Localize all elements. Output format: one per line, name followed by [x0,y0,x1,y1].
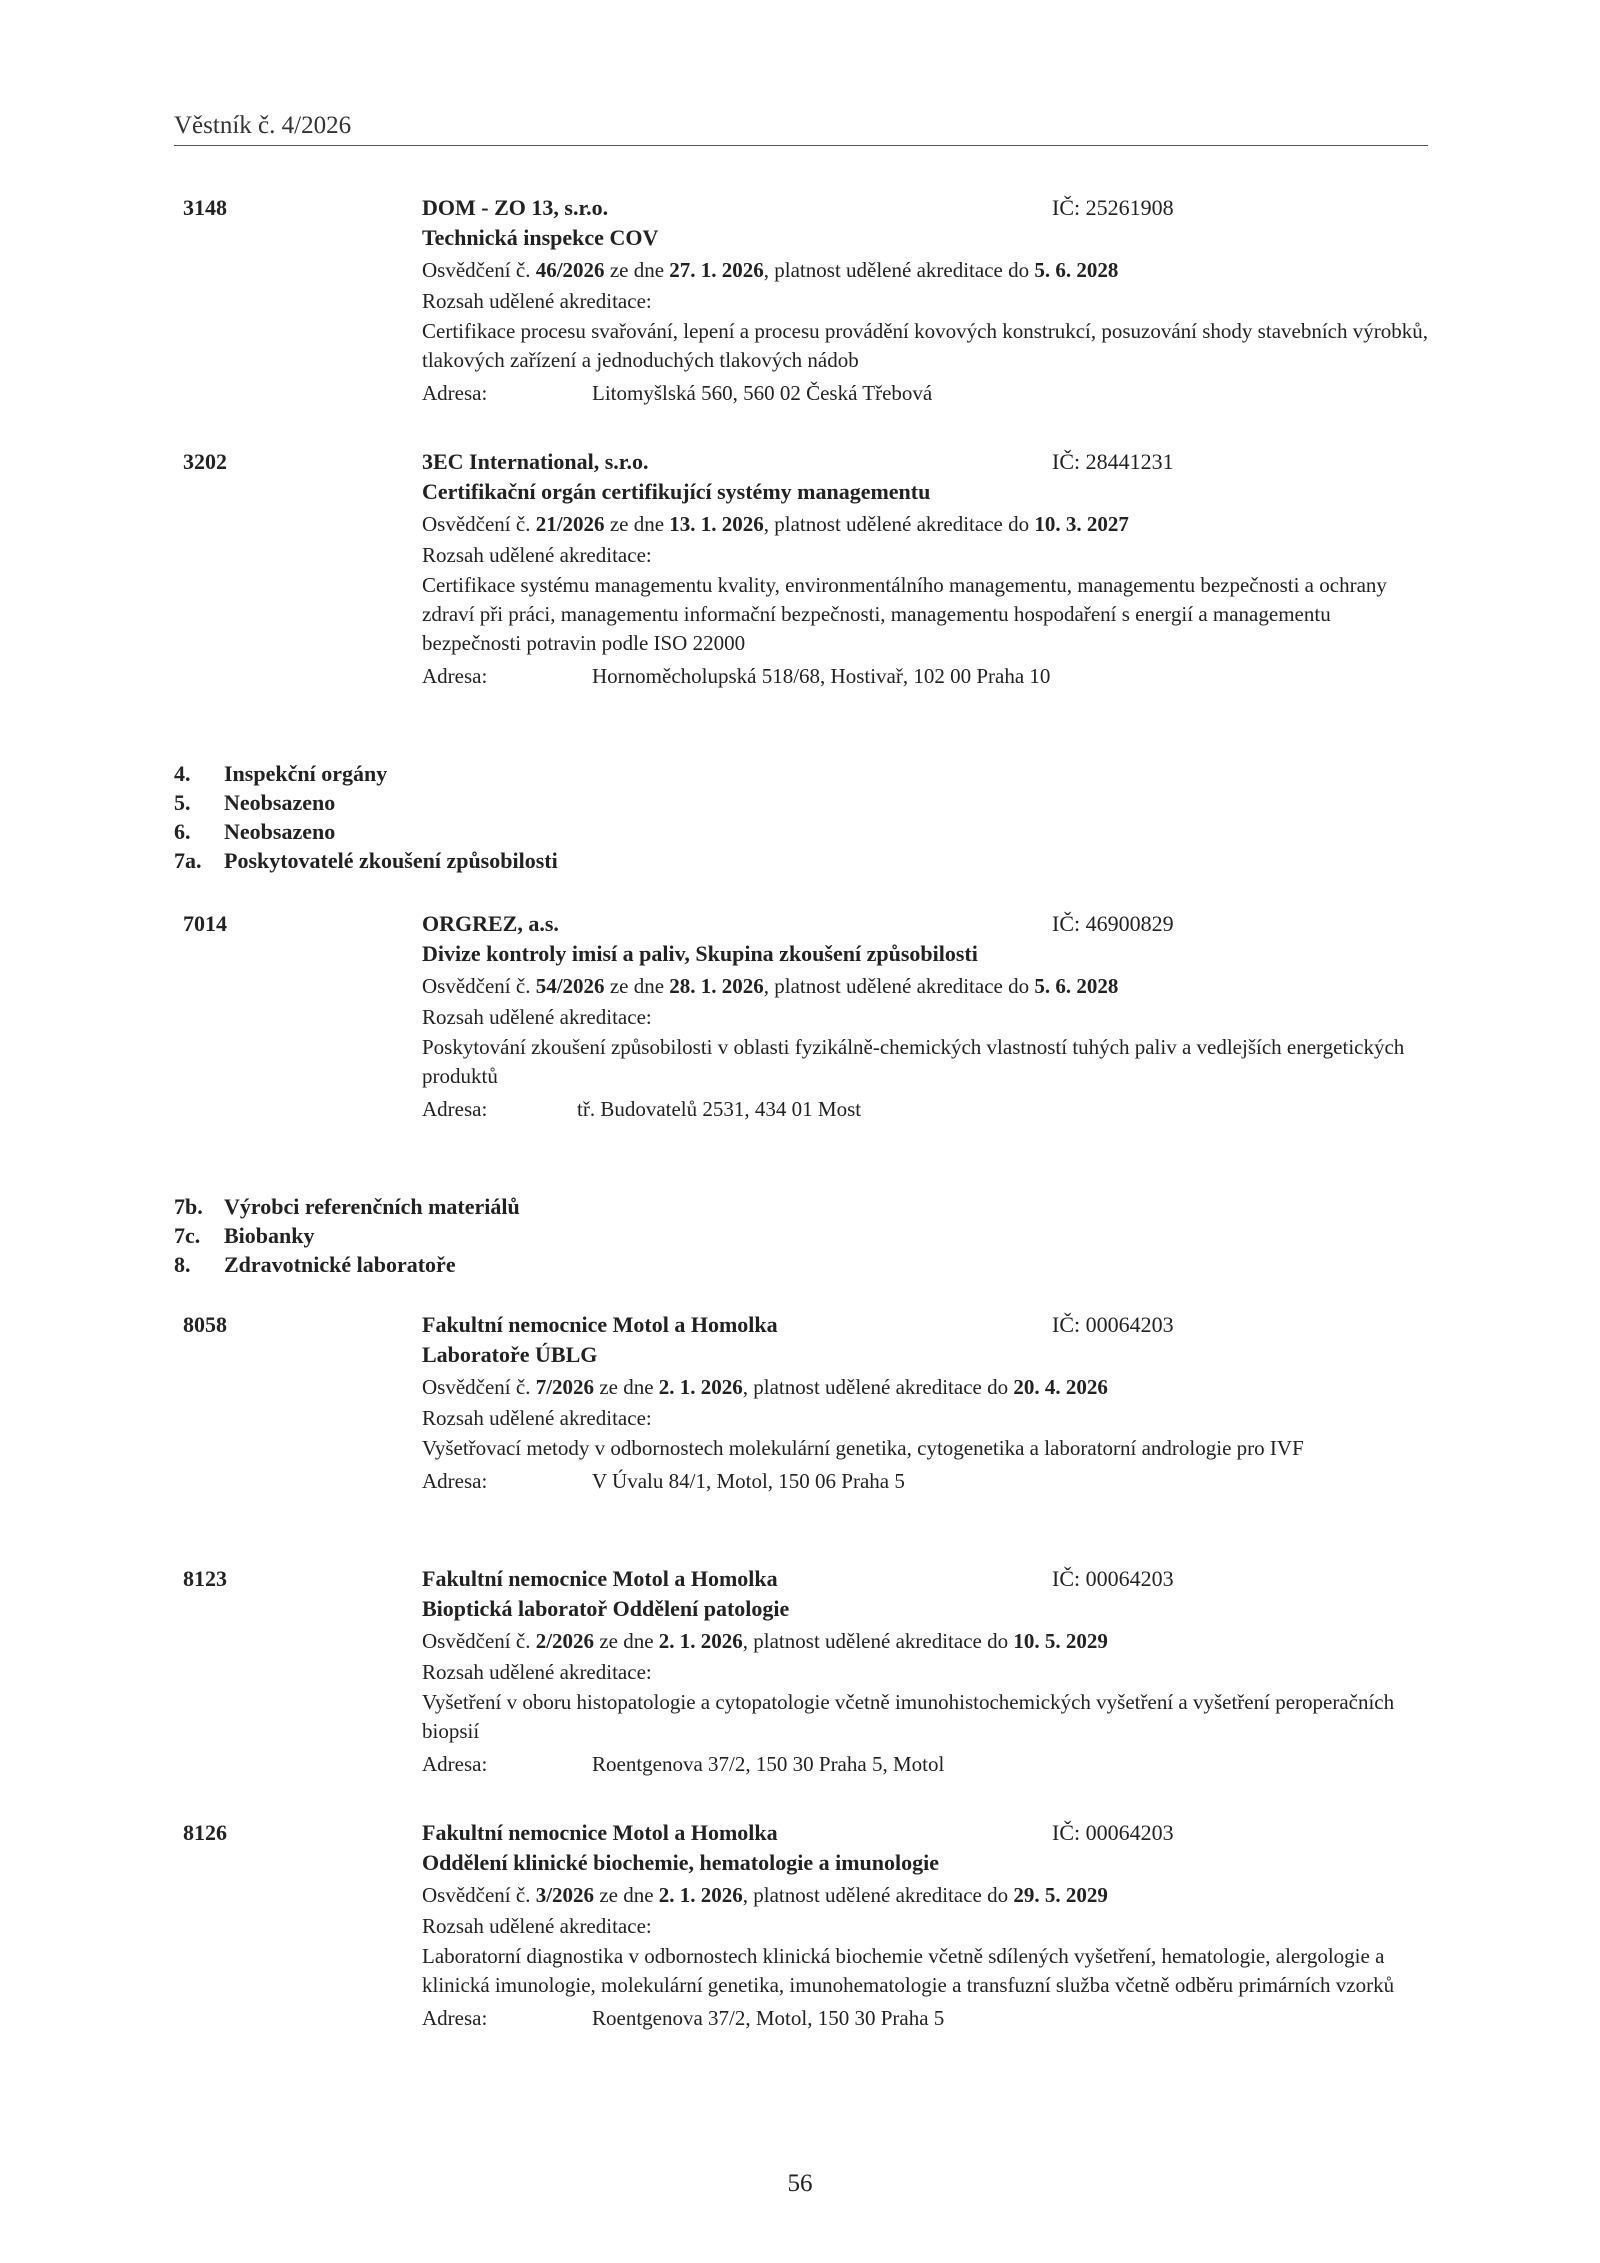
entry-number: 8126 [183,1820,227,1845]
entry-ic: IČ: 00064203 [1052,1312,1174,1337]
entry-number: 3202 [183,449,227,474]
entry-number: 8058 [183,1312,227,1337]
entry-scope-label: Rozsah udělené akreditace: [422,289,652,313]
entry-scope: Vyšetřovací metody v odbornostech molekulární genetika, cytogenetika a laboratorní andrologie pro IVF [422,1436,1304,1460]
section-heading: 8. Zdravotnické laboratoře [174,1252,456,1277]
entry-number: 8123 [183,1566,227,1591]
entry-certificate: Osvědčení č. 21/2026 ze dne 13. 1. 2026, platnost udělené akreditace do 10. 3. 2027 [422,512,1129,536]
entry-certificate: Osvědčení č. 3/2026 ze dne 2. 1. 2026, platnost udělené akreditace do 29. 5. 2029 [422,1883,1108,1907]
header-title: Věstník č. 4/2026 [174,112,352,139]
entry-scope-label: Rozsah udělené akreditace: [422,1660,652,1684]
entry-ic: IČ: 00064203 [1052,1820,1174,1845]
entry-scope: Laboratorní diagnostika v odbornostech klinická biochemie včetně sdílených vyšetření, hematologie, alergologie a klinická imunologie, molekulární genetika, imunohematologie a transfuzní služba včetně odběru primárních vzorků [422,1944,1395,1997]
entry-scope: Poskytování zkoušení způsobilosti v oblasti fyzikálně-chemických vlastností tuhých paliv a vedlejších energetických produktů [422,1035,1405,1088]
entry-scope-label: Rozsah udělené akreditace: [422,1914,652,1938]
entry-body [422,447,1432,691]
entry-address: Adresa: Litomyšlská 560, 560 02 Česká Třebová [422,381,933,405]
entry-address: Adresa: V Úvalu 84/1, Motol, 150 06 Praha 5 [422,1469,905,1493]
entry-unit: Technická inspekce COV [422,225,659,250]
entry-name: Fakultní nemocnice Motol a Homolka [422,1312,778,1337]
entry-name: Fakultní nemocnice Motol a Homolka [422,1566,778,1591]
entry-ic: IČ: 25261908 [1052,195,1174,220]
entry-unit: Laboratoře ÚBLG [422,1342,598,1367]
entry-unit: Oddělení klinické biochemie, hematologie a imunologie [422,1850,939,1875]
entry-certificate: Osvědčení č. 46/2026 ze dne 27. 1. 2026, platnost udělené akreditace do 5. 6. 2028 [422,258,1119,282]
entry-ic: IČ: 00064203 [1052,1566,1174,1591]
entry-unit: Bioptická laboratoř Oddělení patologie [422,1596,790,1621]
entry-body [422,1818,1432,2033]
entry-body [422,1310,1432,1496]
entry-scope-label: Rozsah udělené akreditace: [422,1406,652,1430]
entry-body [422,193,1432,408]
entry-unit: Divize kontroly imisí a paliv, Skupina zkoušení způsobilosti [422,941,978,966]
entry-body [422,909,1432,1124]
section-heading: 7a. Poskytovatelé zkoušení způsobilosti [174,848,558,873]
entry-scope: Certifikace systému managementu kvality, environmentálního managementu, managementu bezpečnosti a ochrany zdraví při práci, managementu informační bezpečnosti, managementu hospodaření s energií a managementu bezpečnosti potravin podle ISO 22000 [422,573,1387,655]
entry-scope: Vyšetření v oboru histopatologie a cytopatologie včetně imunohistochemických vyšetření a vyšetření peroperačních biopsií [422,1690,1395,1743]
entry-unit: Certifikační orgán certifikující systémy managementu [422,479,931,504]
entry-body [422,1564,1432,1779]
entry-address: Adresa: Roentgenova 37/2, Motol, 150 30 Praha 5 [422,2006,945,2030]
entry-certificate: Osvědčení č. 54/2026 ze dne 28. 1. 2026, platnost udělené akreditace do 5. 6. 2028 [422,974,1119,998]
section-list [174,759,558,875]
section-heading: 7c. Biobanky [174,1223,315,1248]
section-list [174,1192,520,1279]
entry-address: Adresa: tř. Budovatelů 2531, 434 01 Most [422,1097,862,1121]
entry-address: Adresa: Hornoměcholupská 518/68, Hostivař, 102 00 Praha 10 [422,664,1051,688]
section-heading: 4. Inspekční orgány [174,761,388,786]
entry-scope-label: Rozsah udělené akreditace: [422,543,652,567]
entry-certificate: Osvědčení č. 7/2026 ze dne 2. 1. 2026, platnost udělené akreditace do 20. 4. 2026 [422,1375,1108,1399]
section-heading: 5. Neobsazeno [174,790,336,815]
entry-ic: IČ: 46900829 [1052,911,1174,936]
entry-number: 7014 [183,911,227,936]
entry-number: 3148 [183,195,227,220]
entry-name: Fakultní nemocnice Motol a Homolka [422,1820,778,1845]
header-rule [174,145,1428,146]
entry-address: Adresa: Roentgenova 37/2, 150 30 Praha 5, Motol [422,1752,945,1776]
entry-certificate: Osvědčení č. 2/2026 ze dne 2. 1. 2026, platnost udělené akreditace do 10. 5. 2029 [422,1629,1108,1653]
entry-name: DOM - ZO 13, s.r.o. [422,195,609,220]
section-heading: 6. Neobsazeno [174,819,336,844]
section-heading: 7b. Výrobci referenčních materiálů [174,1194,520,1219]
entry-scope-label: Rozsah udělené akreditace: [422,1005,652,1029]
page-number: 56 [787,2170,813,2197]
entry-ic: IČ: 28441231 [1052,449,1174,474]
entry-name: ORGREZ, a.s. [422,911,559,936]
entry-name: 3EC International, s.r.o. [422,449,649,474]
entry-scope: Certifikace procesu svařování, lepení a procesu provádění kovových konstrukcí, posuzování shody stavebních výrobků, tlakových zařízení a jednoduchých tlakových nádob [422,319,1428,372]
